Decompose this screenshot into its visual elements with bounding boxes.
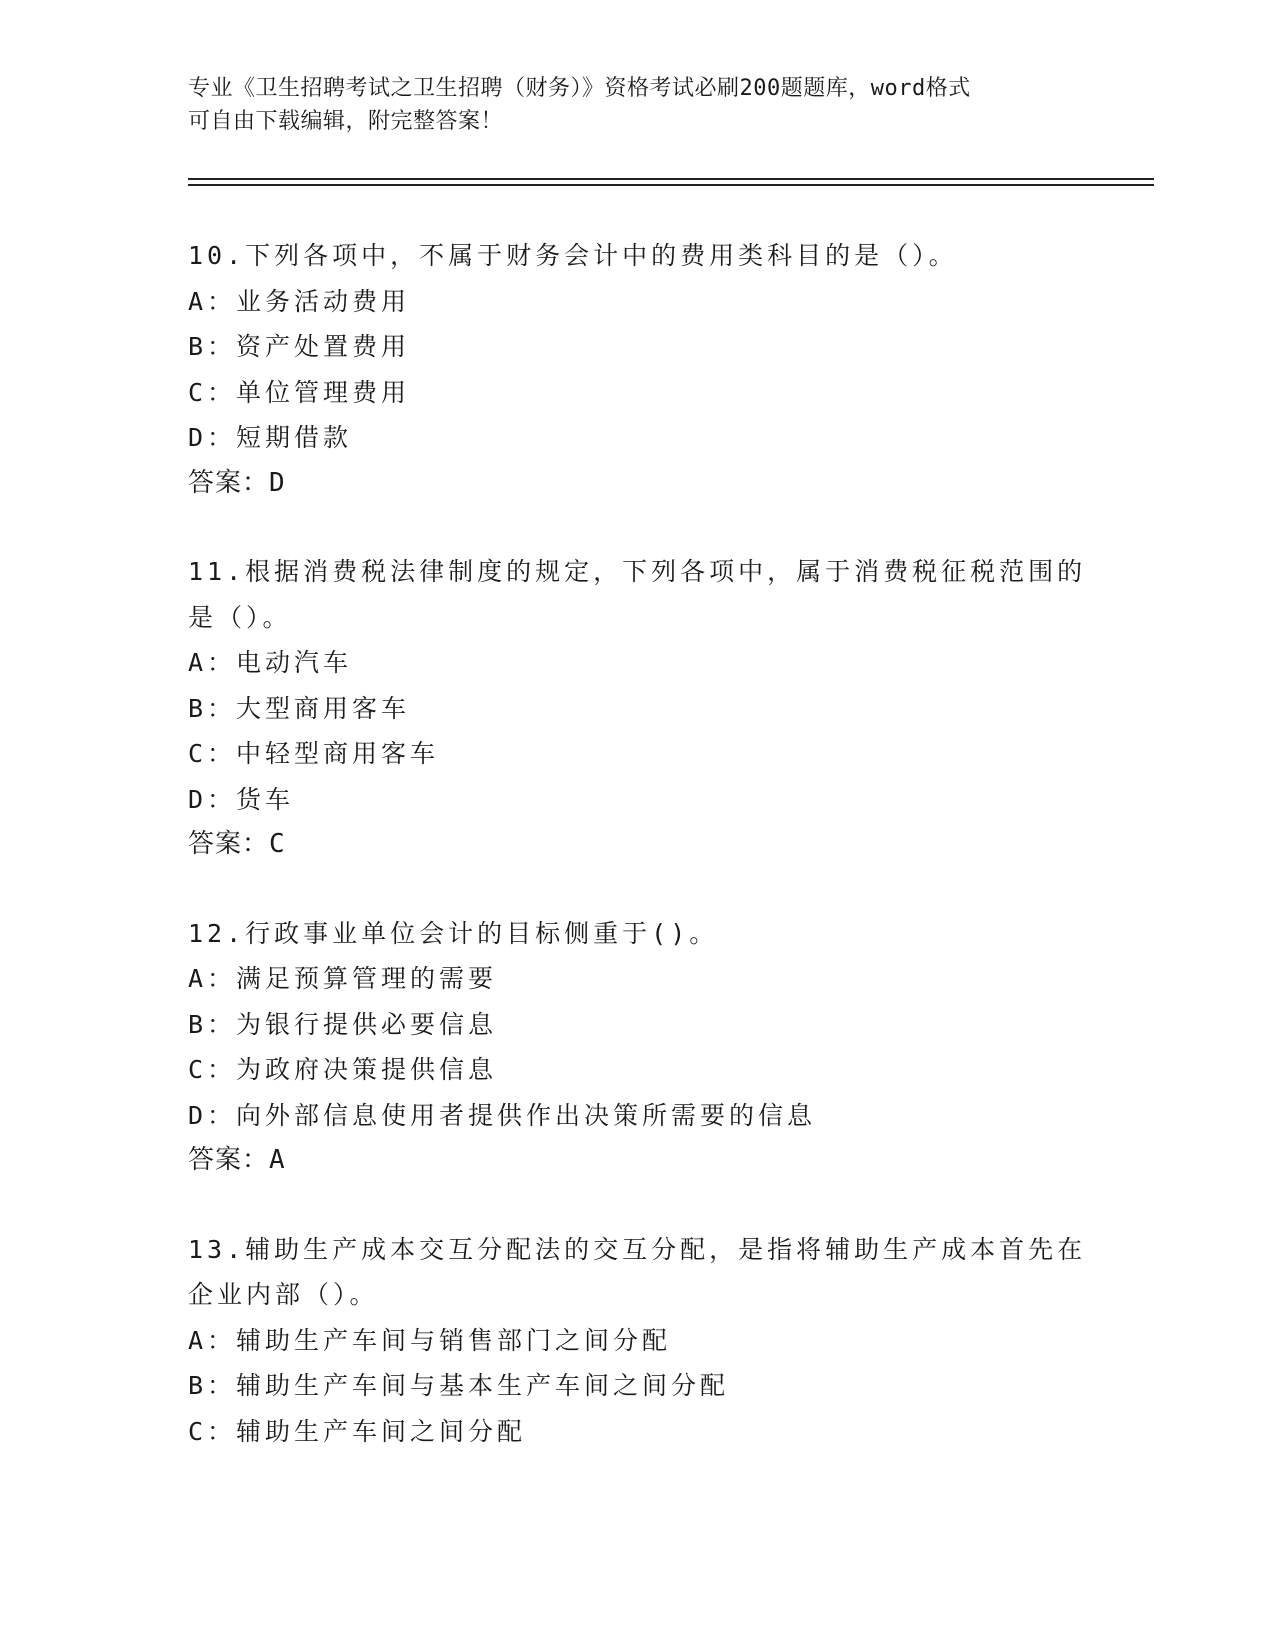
question-stem-continued: 企业内部（）。 — [188, 1280, 379, 1309]
option-d: D：货车 — [188, 784, 295, 814]
question-10 — [188, 233, 1088, 506]
option-c: C：为政府决策提供信息 — [188, 1055, 498, 1084]
answer-label: 答案： — [188, 467, 270, 498]
option-d: D：向外部信息使用者提供作出决策所需要的信息 — [188, 1100, 817, 1130]
answer-line — [188, 461, 1088, 507]
option-b: B：辅助生产车间与基本生产车间之间分配 — [188, 1371, 730, 1400]
option-a: A：辅助生产车间与销售部门之间分配 — [188, 1325, 672, 1355]
question-stem: 10.下列各项中，不属于财务会计中的费用类科目的是（）。 — [188, 241, 958, 270]
option-d: D：短期借款 — [188, 423, 353, 452]
document-header — [188, 72, 1088, 138]
option-b: B：大型商用客车 — [188, 693, 411, 723]
question-stem: 13.辅助生产成本交互分配法的交互分配，是指将辅助生产成本首先在 — [188, 1234, 1087, 1264]
option-c: C：辅助生产车间之间分配 — [188, 1416, 527, 1446]
answer-value: D — [269, 467, 286, 498]
option-a: A：业务活动费用 — [188, 286, 411, 316]
option-c: C：单位管理费用 — [188, 377, 411, 407]
answer-label: 答案： — [188, 829, 270, 859]
question-stem: 11.根据消费税法律制度的规定，下列各项中，属于消费税征税范围的 — [188, 557, 1087, 586]
question-13 — [188, 1227, 1088, 1455]
option-b: B：资产处置费用 — [188, 332, 411, 361]
answer-line — [188, 1138, 1088, 1184]
header-title-line-1: 专业《卫生招聘考试之卫生招聘（财务）》资格考试必刷200题题库，word格式 — [188, 76, 971, 101]
option-a: A：电动汽车 — [188, 648, 353, 677]
header-divider-bottom — [188, 184, 1154, 186]
question-12 — [188, 911, 1088, 1184]
question-stem-continued: 是（）。 — [188, 602, 292, 632]
header-title-line-2: 可自由下载编辑，附完整答案！ — [188, 109, 504, 134]
answer-line — [188, 822, 1088, 868]
header-divider-top — [188, 178, 1154, 180]
option-c: C：中轻型商用客车 — [188, 739, 440, 768]
question-11 — [188, 549, 1088, 868]
answer-value: A — [269, 1145, 286, 1175]
answer-value: C — [269, 829, 286, 859]
answer-label: 答案： — [188, 1145, 270, 1175]
option-a: A：满足预算管理的需要 — [188, 964, 498, 993]
question-list — [188, 233, 1088, 1497]
option-b: B：为银行提供必要信息 — [188, 1009, 498, 1039]
question-stem: 12.行政事业单位会计的目标侧重于()。 — [188, 918, 719, 948]
